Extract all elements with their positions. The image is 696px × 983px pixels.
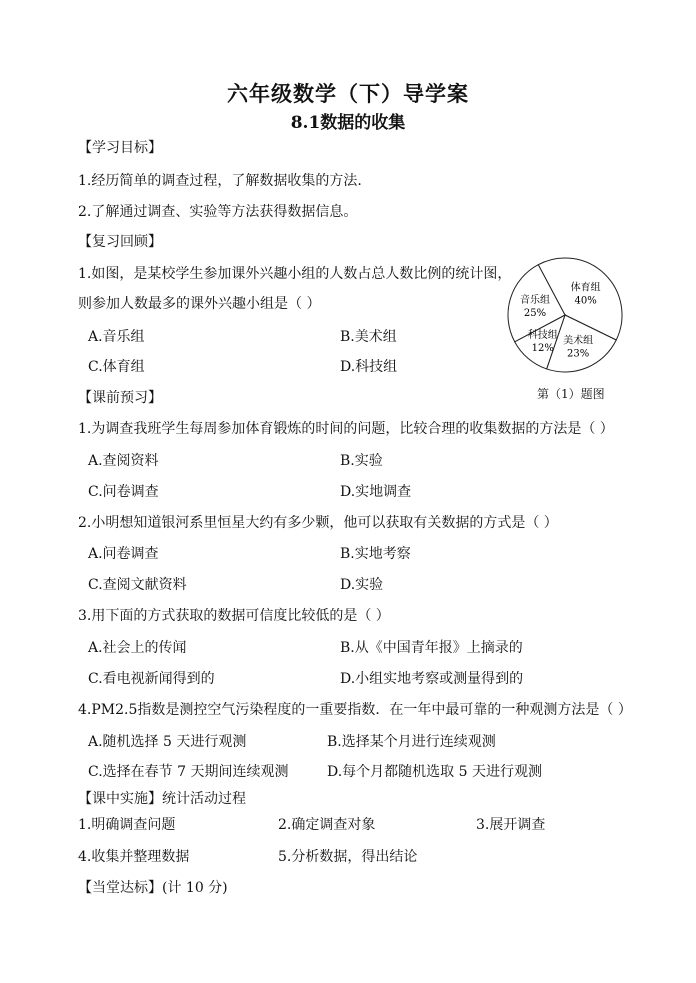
page-subtitle: 8.1数据的收集 xyxy=(290,113,406,133)
pie-category-label-2: 美术组 xyxy=(563,335,594,347)
pie-value-label-1: 40% xyxy=(574,295,597,307)
preview-q1-option-c: C.问卷调查 xyxy=(88,484,159,500)
review-q1-option-d: D.科技组 xyxy=(340,359,398,375)
preview-q2-option-a: A.问卷调查 xyxy=(88,546,159,562)
pie-value-label-2: 23% xyxy=(566,348,590,360)
review-q1-line1: 1.如图，是某校学生参加课外兴趣小组的人数占总人数比例的统计图， xyxy=(78,266,512,282)
preview-q4-stem: 4.PM2.5指数是测控空气污染程度的一重要指数．在一年中最可靠的一种观测方法是（ ） xyxy=(78,702,632,718)
pie-chart xyxy=(505,255,625,375)
section-inclass-head: 【课中实施】 xyxy=(78,791,162,807)
page-title: 六年级数学（下）导学案 xyxy=(227,81,469,106)
step-1: 1.明确调查问题 xyxy=(78,817,176,833)
step-5: 5.分析数据，得出结论 xyxy=(278,849,418,865)
section-inclass xyxy=(78,790,246,808)
review-q1-option-a: A.音乐组 xyxy=(88,329,145,345)
preview-q2-stem: 2.小明想知道银河系里恒星大约有多少颗，他可以获取有关数据的方式是（ ） xyxy=(78,515,558,531)
preview-q1-option-a: A.查阅资料 xyxy=(88,453,159,469)
preview-q3-stem: 3.用下面的方式获取的数据可信度比较低的是（ ） xyxy=(78,608,390,624)
pie-value-label-4: 25% xyxy=(523,307,547,319)
preview-q3-option-a: A.社会上的传闻 xyxy=(88,640,187,656)
pie-category-label-4: 音乐组 xyxy=(520,294,550,306)
chart-caption: 第（1）题图 xyxy=(537,387,605,401)
preview-q1-stem: 1.为调查我班学生每周参加体育锻炼的时间的问题，比较合理的收集数据的方法是（ ） xyxy=(78,421,614,437)
preview-q2-option-c: C.查阅文献资料 xyxy=(88,577,187,593)
section-goals: 【学习目标】 xyxy=(78,140,162,156)
goal-1: 1.经历简单的调查过程，了解数据收集的方法. xyxy=(78,173,362,189)
section-inclass-tail: 统计活动过程 xyxy=(162,791,246,807)
review-q1-option-c: C.体育组 xyxy=(88,359,145,375)
step-4: 4.收集并整理数据 xyxy=(78,849,190,865)
pie-category-label-3: 科技组 xyxy=(527,330,558,341)
preview-q3-option-c: C.看电视新闻得到的 xyxy=(88,671,215,687)
preview-q2-option-d: D.实验 xyxy=(340,577,384,593)
preview-q4-option-c: C.选择在春节 7 天期间连续观测 xyxy=(88,764,289,780)
preview-q1-option-d: D.实地调查 xyxy=(340,484,412,500)
preview-q1-option-b: B.实验 xyxy=(340,453,383,469)
preview-q2-option-b: B.实地考察 xyxy=(340,546,411,562)
preview-q4-option-b: B.选择某个月进行连续观测 xyxy=(327,734,496,750)
step-3: 3.展开调查 xyxy=(476,817,546,833)
preview-q3-option-b: B.从《中国青年报》上摘录的 xyxy=(340,640,523,656)
preview-q4-option-a: A.随机选择 5 天进行观测 xyxy=(88,734,247,750)
section-preview: 【课前预习】 xyxy=(78,390,162,406)
section-review: 【复习回顾】 xyxy=(78,234,162,250)
review-q1-line2: 则参加人数最多的课外兴趣小组是（ ） xyxy=(78,296,321,312)
step-2: 2.确定调查对象 xyxy=(278,817,376,833)
pie-category-label-1: 体育组 xyxy=(570,282,601,294)
preview-q3-option-d: D.小组实地考察或测量得到的 xyxy=(340,671,524,687)
goal-2: 2.了解通过调查、实验等方法获得数据信息。 xyxy=(78,204,358,220)
pie-value-label-3: 12% xyxy=(531,343,554,354)
review-q1-option-b: B.美术组 xyxy=(340,329,397,345)
section-standard: 【当堂达标】(计 10 分) xyxy=(78,880,228,896)
preview-q4-option-d: D.每个月都随机选取 5 天进行观测 xyxy=(327,764,542,780)
